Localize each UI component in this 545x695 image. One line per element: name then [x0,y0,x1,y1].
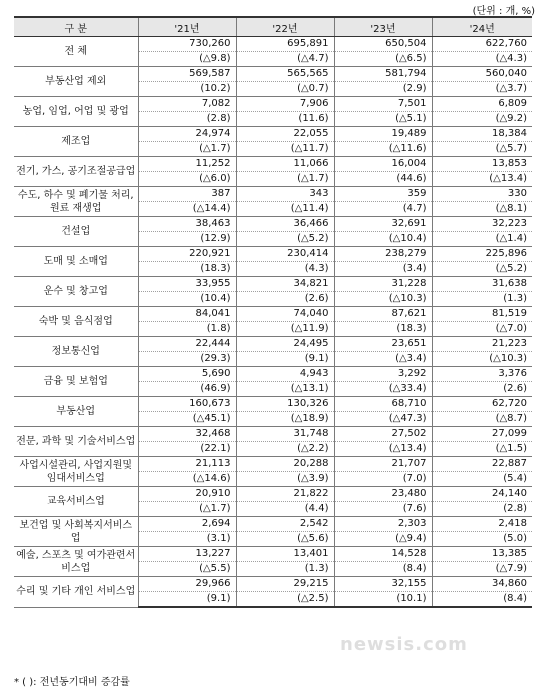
value-cell: 22,444 [138,337,236,352]
change-cell: (2.6) [432,382,532,397]
change-cell: (△18.9) [236,412,334,427]
value-cell: 230,414 [236,247,334,262]
row-category: 금융 및 보험업 [14,367,138,397]
change-cell: (△11.6) [334,142,432,157]
change-cell: (△1.7) [138,142,236,157]
change-cell: (△11.4) [236,202,334,217]
change-cell: (29.3) [138,352,236,367]
value-cell: 19,489 [334,127,432,142]
row-category: 농업, 임업, 어업 및 광업 [14,97,138,127]
row-category: 수도, 하수 및 폐기물 처리, 원료 재생업 [14,187,138,217]
value-cell: 238,279 [334,247,432,262]
row-category: 교육서비스업 [14,487,138,517]
table-row [14,547,532,562]
row-category: 제조업 [14,127,138,157]
change-cell: (△3.7) [432,82,532,97]
table-row [14,67,532,82]
table-row [14,427,532,442]
change-cell: (△10.4) [334,232,432,247]
value-cell: 81,519 [432,307,532,322]
change-cell: (△9.4) [334,532,432,547]
value-cell: 33,955 [138,277,236,292]
value-cell: 36,466 [236,217,334,232]
data-table [14,16,532,608]
change-cell: (9.1) [236,352,334,367]
change-cell: (△2.2) [236,442,334,457]
header-row [14,17,532,37]
change-cell: (△11.9) [236,322,334,337]
value-cell: 84,041 [138,307,236,322]
value-cell: 62,720 [432,397,532,412]
change-cell: (△7.9) [432,562,532,577]
change-cell: (2.8) [432,502,532,517]
table-body [14,37,532,608]
value-cell: 24,974 [138,127,236,142]
value-cell: 23,651 [334,337,432,352]
value-cell: 622,760 [432,37,532,52]
value-cell: 220,921 [138,247,236,262]
value-cell: 32,691 [334,217,432,232]
value-cell: 13,227 [138,547,236,562]
value-cell: 13,385 [432,547,532,562]
value-cell: 225,896 [432,247,532,262]
table-row [14,367,532,382]
value-cell: 343 [236,187,334,202]
value-cell: 24,140 [432,487,532,502]
change-cell: (4.3) [236,262,334,277]
unit-label: (단위 : 개, %) [472,6,535,17]
value-cell: 650,504 [334,37,432,52]
change-cell: (△5.7) [432,142,532,157]
value-cell: 11,066 [236,157,334,172]
change-cell: (△8.7) [432,412,532,427]
value-cell: 29,215 [236,577,334,592]
change-cell: (18.3) [334,322,432,337]
table-row [14,517,532,532]
change-cell: (△6.5) [334,52,432,67]
row-category: 보건업 및 사회복지서비스업 [14,517,138,547]
value-cell: 21,223 [432,337,532,352]
value-cell: 34,860 [432,577,532,592]
value-cell: 160,673 [138,397,236,412]
value-cell: 32,468 [138,427,236,442]
table-row [14,277,532,292]
value-cell: 730,260 [138,37,236,52]
value-cell: 38,463 [138,217,236,232]
row-category: 정보통신업 [14,337,138,367]
change-cell: (△0.7) [236,82,334,97]
value-cell: 24,495 [236,337,334,352]
value-cell: 27,502 [334,427,432,442]
change-cell: (18.3) [138,262,236,277]
value-cell: 21,822 [236,487,334,502]
value-cell: 31,228 [334,277,432,292]
table-row [14,487,532,502]
change-cell: (△13.4) [432,172,532,187]
value-cell: 68,710 [334,397,432,412]
change-cell: (2.8) [138,112,236,127]
table-row [14,37,532,52]
value-cell: 32,223 [432,217,532,232]
row-category: 전 체 [14,37,138,67]
change-cell: (△13.4) [334,442,432,457]
table-row [14,157,532,172]
change-cell: (3.1) [138,532,236,547]
value-cell: 29,966 [138,577,236,592]
change-cell: (8.4) [432,592,532,608]
row-category: 예술, 스포츠 및 여가관련서비스업 [14,547,138,577]
change-cell: (△47.3) [334,412,432,427]
change-cell: (12.9) [138,232,236,247]
change-cell: (22.1) [138,442,236,457]
value-cell: 3,292 [334,367,432,382]
change-cell: (△4.3) [432,52,532,67]
table-row [14,247,532,262]
value-cell: 34,821 [236,277,334,292]
value-cell: 13,853 [432,157,532,172]
watermark: newsis.com [340,634,468,655]
value-cell: 13,401 [236,547,334,562]
change-cell: (△5.2) [236,232,334,247]
change-cell: (△1.7) [236,172,334,187]
value-cell: 22,055 [236,127,334,142]
value-cell: 2,418 [432,517,532,532]
table-row [14,457,532,472]
value-cell: 21,707 [334,457,432,472]
value-cell: 32,155 [334,577,432,592]
change-cell: (1.3) [432,292,532,307]
table-row [14,187,532,202]
value-cell: 22,887 [432,457,532,472]
change-cell: (△10.3) [432,352,532,367]
header-category: 구 분 [14,17,138,37]
value-cell: 4,943 [236,367,334,382]
value-cell: 20,910 [138,487,236,502]
row-category: 부동산업 제외 [14,67,138,97]
row-category: 운수 및 창고업 [14,277,138,307]
change-cell: (△14.6) [138,472,236,487]
header-year-23: '23년 [334,17,432,37]
value-cell: 87,621 [334,307,432,322]
value-cell: 387 [138,187,236,202]
change-cell: (△1.4) [432,232,532,247]
table-row [14,127,532,142]
change-cell: (△10.3) [334,292,432,307]
value-cell: 6,809 [432,97,532,112]
row-category: 건설업 [14,217,138,247]
change-cell: (△5.6) [236,532,334,547]
change-cell: (10.4) [138,292,236,307]
change-cell: (△9.2) [432,112,532,127]
change-cell: (10.1) [334,592,432,608]
row-category: 전기, 가스, 공기조절공급업 [14,157,138,187]
change-cell: (△14.4) [138,202,236,217]
change-cell: (1.3) [236,562,334,577]
change-cell: (△1.7) [138,502,236,517]
value-cell: 2,542 [236,517,334,532]
value-cell: 569,587 [138,67,236,82]
header-year-21: '21년 [138,17,236,37]
change-cell: (1.8) [138,322,236,337]
value-cell: 11,252 [138,157,236,172]
value-cell: 2,303 [334,517,432,532]
value-cell: 7,501 [334,97,432,112]
change-cell: (△1.5) [432,442,532,457]
value-cell: 3,376 [432,367,532,382]
change-cell: (5.0) [432,532,532,547]
value-cell: 581,794 [334,67,432,82]
change-cell: (△3.4) [334,352,432,367]
change-cell: (5.4) [432,472,532,487]
change-cell: (△4.7) [236,52,334,67]
change-cell: (4.4) [236,502,334,517]
value-cell: 23,480 [334,487,432,502]
footnote: * ( ): 전년동기대비 증감률 [14,677,130,688]
value-cell: 21,113 [138,457,236,472]
change-cell: (△2.5) [236,592,334,608]
row-category: 도매 및 소매업 [14,247,138,277]
change-cell: (46.9) [138,382,236,397]
change-cell: (2.9) [334,82,432,97]
change-cell: (△5.2) [432,262,532,277]
change-cell: (4.7) [334,202,432,217]
value-cell: 14,528 [334,547,432,562]
value-cell: 74,040 [236,307,334,322]
change-cell: (△5.5) [138,562,236,577]
value-cell: 31,748 [236,427,334,442]
change-cell: (7.0) [334,472,432,487]
row-category: 숙박 및 음식점업 [14,307,138,337]
value-cell: 16,004 [334,157,432,172]
change-cell: (△5.1) [334,112,432,127]
header-year-24: '24년 [432,17,532,37]
row-category: 부동산업 [14,397,138,427]
change-cell: (2.6) [236,292,334,307]
value-cell: 20,288 [236,457,334,472]
change-cell: (△33.4) [334,382,432,397]
change-cell: (△7.0) [432,322,532,337]
value-cell: 7,082 [138,97,236,112]
table-row [14,217,532,232]
change-cell: (44.6) [334,172,432,187]
change-cell: (△11.7) [236,142,334,157]
value-cell: 130,326 [236,397,334,412]
change-cell: (7.6) [334,502,432,517]
table-row [14,337,532,352]
change-cell: (△9.8) [138,52,236,67]
value-cell: 695,891 [236,37,334,52]
change-cell: (8.4) [334,562,432,577]
table-row [14,397,532,412]
change-cell: (△8.1) [432,202,532,217]
change-cell: (△13.1) [236,382,334,397]
change-cell: (11.6) [236,112,334,127]
row-category: 사업시설관리, 사업지원및임대서비스업 [14,457,138,487]
change-cell: (9.1) [138,592,236,608]
value-cell: 31,638 [432,277,532,292]
table-row [14,97,532,112]
value-cell: 27,099 [432,427,532,442]
value-cell: 330 [432,187,532,202]
value-cell: 565,565 [236,67,334,82]
change-cell: (△6.0) [138,172,236,187]
table-row [14,577,532,592]
change-cell: (10.2) [138,82,236,97]
header-year-22: '22년 [236,17,334,37]
value-cell: 7,906 [236,97,334,112]
change-cell: (△45.1) [138,412,236,427]
value-cell: 5,690 [138,367,236,382]
value-cell: 359 [334,187,432,202]
row-category: 수리 및 기타 개인 서비스업 [14,577,138,608]
value-cell: 2,694 [138,517,236,532]
table-row [14,307,532,322]
change-cell: (3.4) [334,262,432,277]
value-cell: 18,384 [432,127,532,142]
change-cell: (△3.9) [236,472,334,487]
row-category: 전문, 과학 및 기술서비스업 [14,427,138,457]
value-cell: 560,040 [432,67,532,82]
